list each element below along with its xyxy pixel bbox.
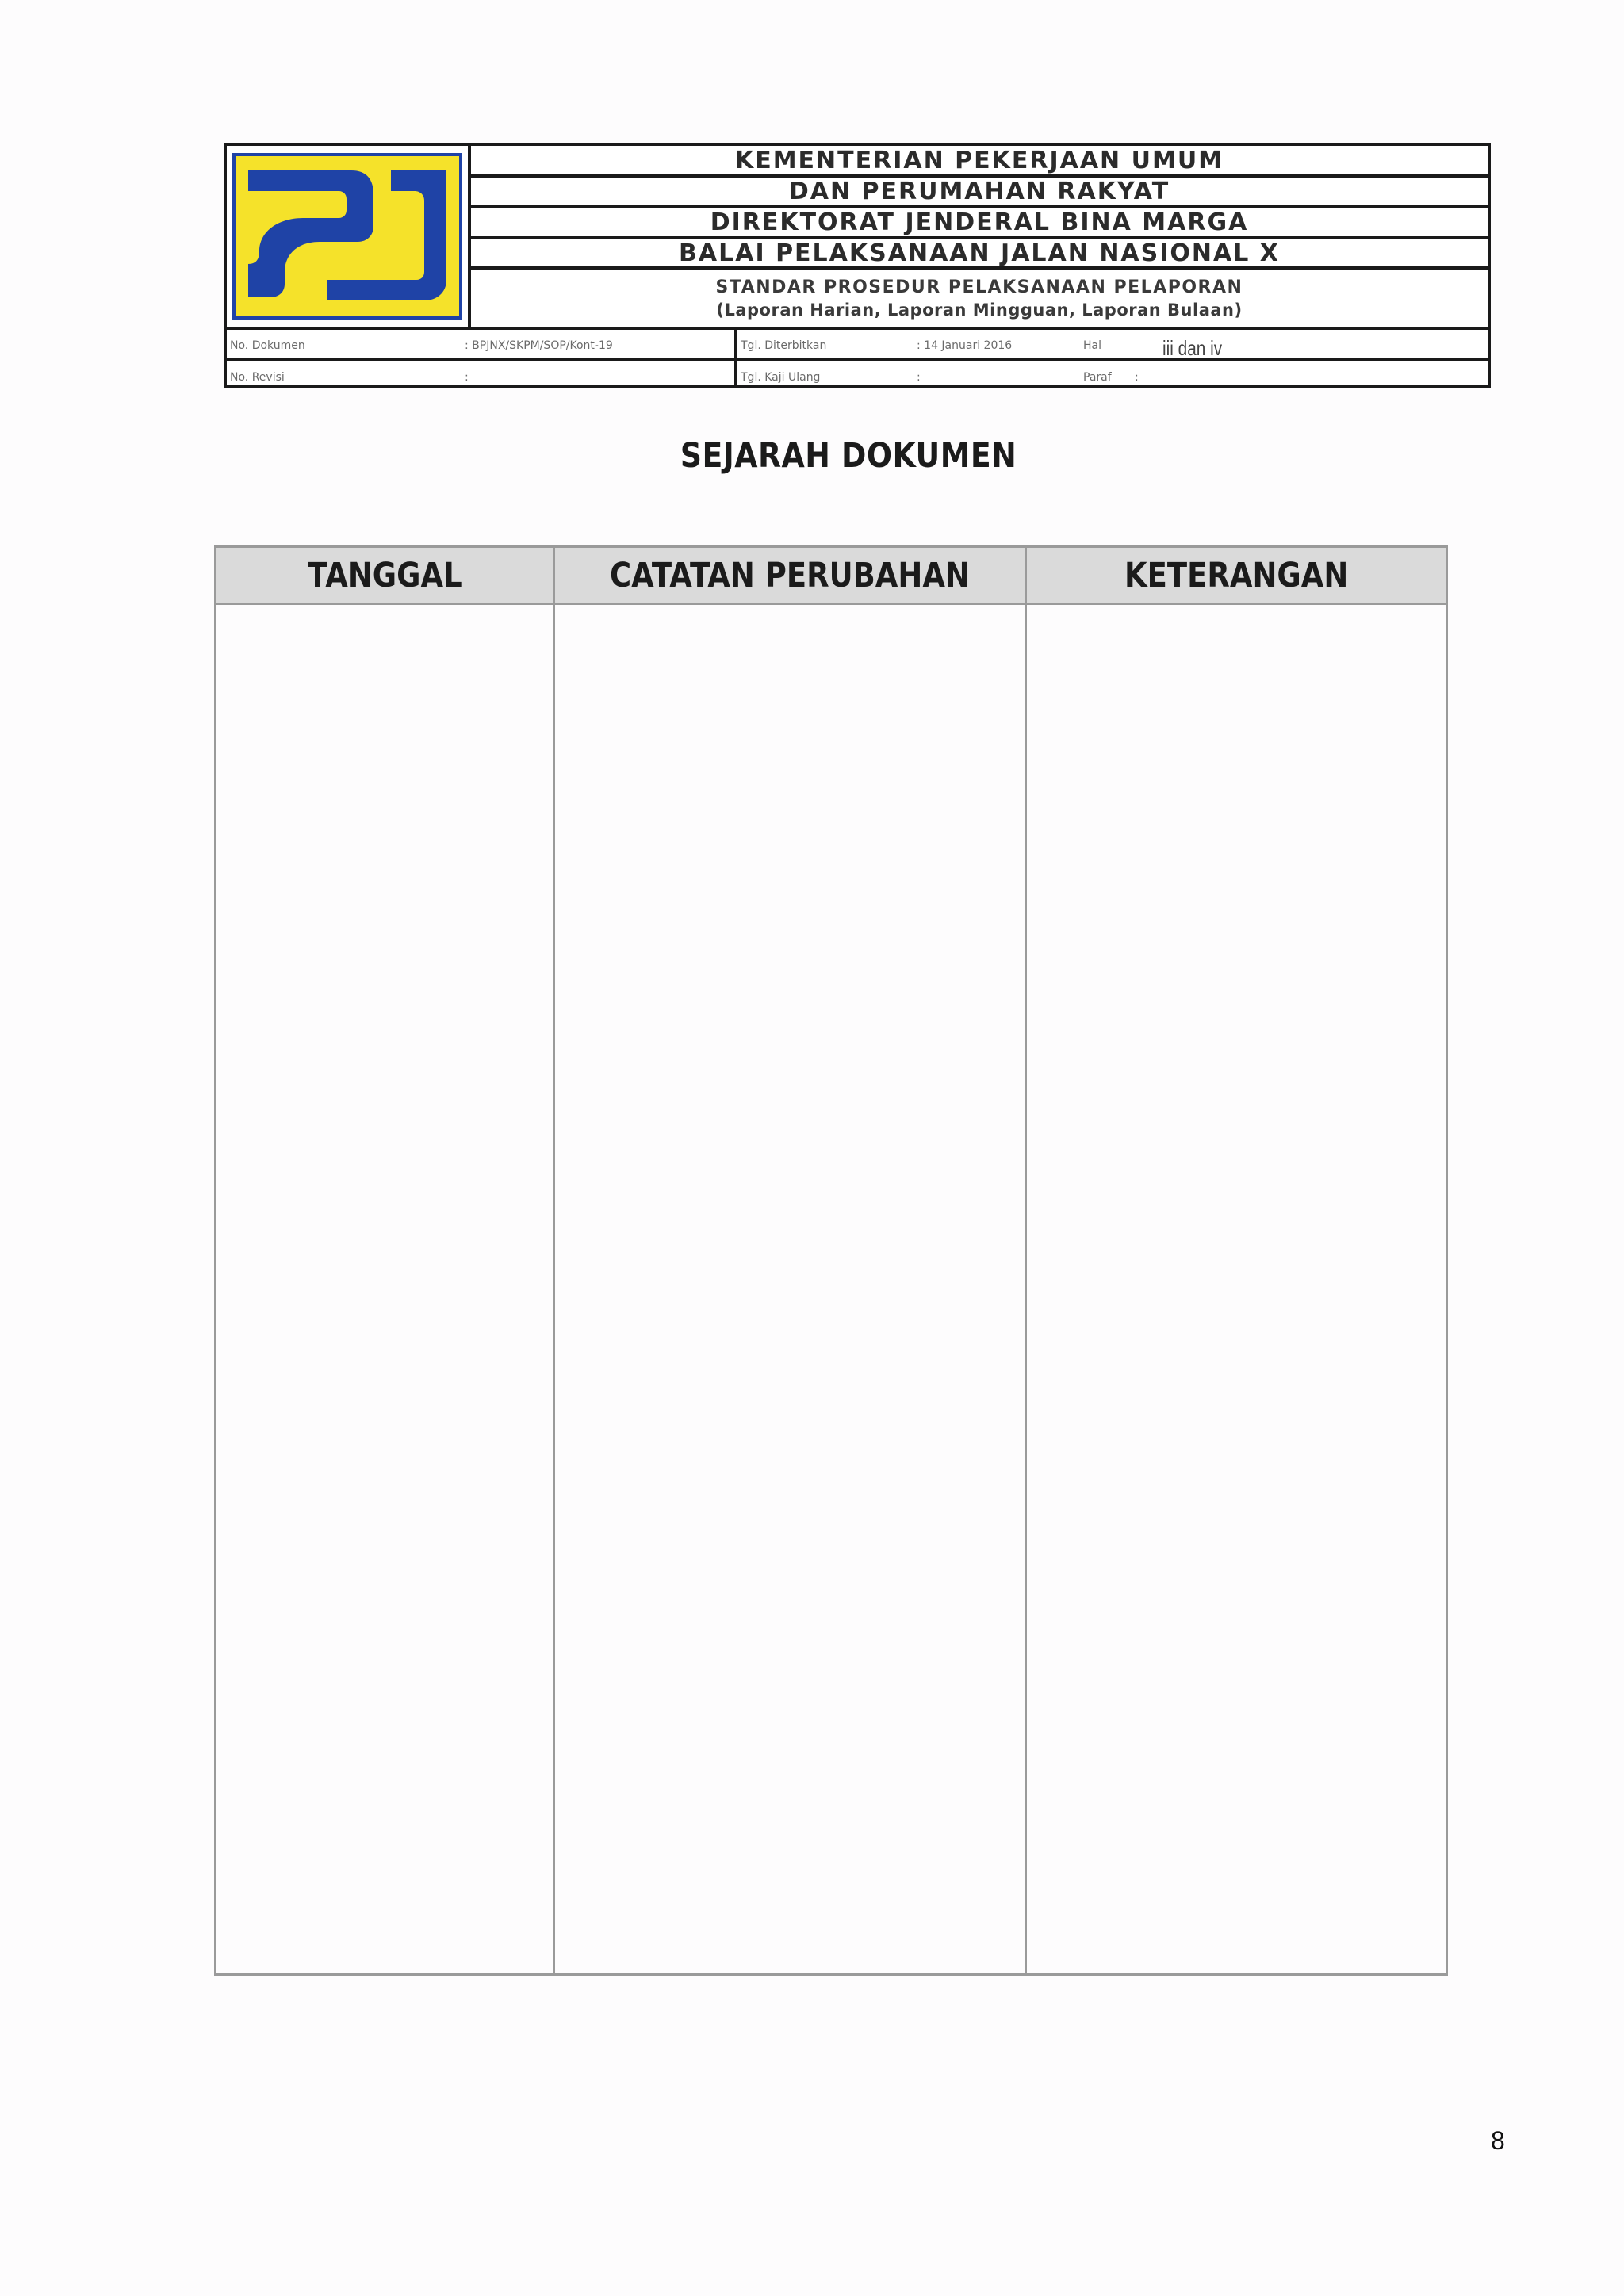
tgl-diterbitkan-value: : 14 Januari 2016: [917, 339, 1013, 352]
column-header-tanggal: TANGGAL: [307, 555, 462, 595]
tgl-kaji-ulang-value: :: [917, 371, 921, 384]
no-revisi-label: No. Revisi: [230, 371, 285, 384]
page-title: SEJARAH DOKUMEN: [680, 436, 1017, 476]
sop-title-block: [471, 270, 1488, 327]
document-header: [224, 143, 1491, 388]
column-header-keterangan: KETERANGAN: [1124, 555, 1349, 595]
sop-subtitle: (Laporan Harian, Laporan Mingguan, Laporan Bulaan): [716, 300, 1243, 320]
header-title-cell: [471, 146, 1488, 327]
hal-label: Hal: [1083, 339, 1101, 352]
pu-logo-icon: [232, 153, 462, 320]
sop-title: STANDAR PROSEDUR PELAKSANAAN PELAPORAN: [715, 277, 1243, 297]
no-revisi-value: :: [465, 371, 469, 384]
no-dokumen-label: No. Dokumen: [230, 339, 305, 352]
paraf-value: :: [1135, 371, 1139, 384]
hal-value: iii dan iv: [1162, 336, 1223, 360]
ministry-title-line-2: DAN PERUMAHAN RAKYAT: [471, 178, 1488, 208]
logo-cell: [227, 146, 471, 327]
balai-title: BALAI PELAKSANAAN JALAN NASIONAL X: [471, 239, 1488, 270]
column-header-catatan-perubahan: CATATAN PERUBAHAN: [609, 555, 970, 595]
paraf-label: Paraf: [1083, 371, 1112, 384]
document-history-table: [214, 545, 1448, 1976]
tgl-diterbitkan-label: Tgl. Diterbitkan: [741, 339, 827, 352]
page-number: 8: [1491, 2126, 1505, 2155]
table-body: [216, 605, 1446, 1973]
tgl-kaji-ulang-label: Tgl. Kaji Ulang: [741, 371, 821, 384]
ministry-title-line-1: KEMENTERIAN PEKERJAAN UMUM: [471, 146, 1488, 178]
directorate-title: DIREKTORAT JENDERAL BINA MARGA: [471, 208, 1488, 239]
meta-col-divider: [734, 330, 737, 385]
table-header-row: [216, 548, 1446, 605]
no-dokumen-value: : BPJNX/SKPM/SOP/Kont-19: [465, 339, 613, 352]
document-meta: [227, 327, 1488, 385]
